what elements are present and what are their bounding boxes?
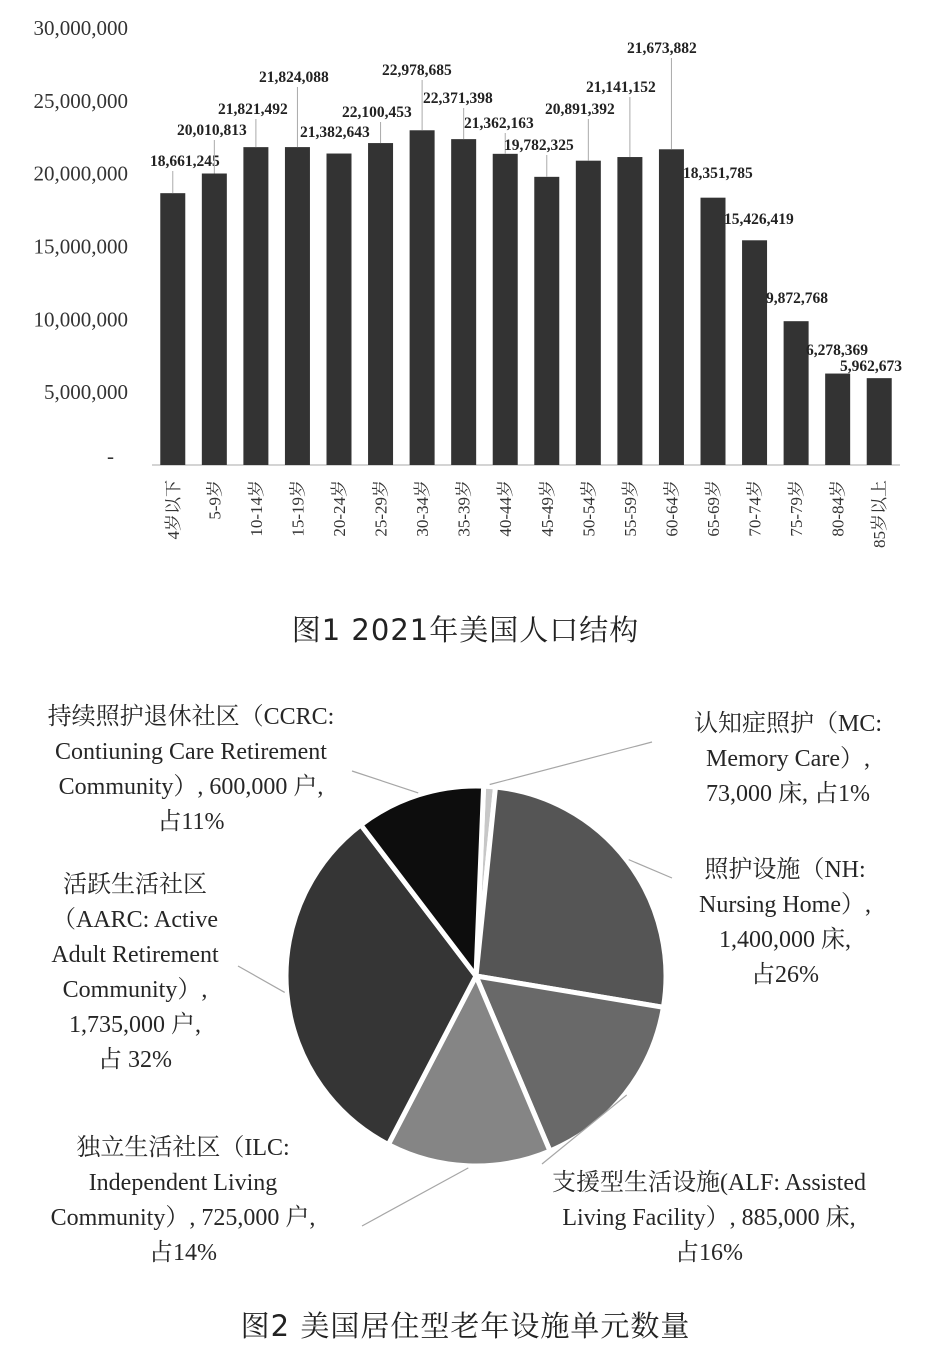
bar <box>701 198 726 465</box>
x-tick-label: 40-44岁 <box>496 480 516 537</box>
bar <box>659 149 684 465</box>
data-label: 21,382,643 <box>300 124 370 141</box>
data-label: 20,010,813 <box>177 122 247 139</box>
y-tick-label: 15,000,000 <box>33 234 128 259</box>
bar <box>493 154 518 465</box>
data-label: 21,362,163 <box>464 115 534 132</box>
bar <box>243 147 268 465</box>
data-label: 21,824,088 <box>259 69 329 86</box>
bar-chart-caption: 图1 2021年美国人口结构 <box>291 613 640 647</box>
data-label: 22,978,685 <box>382 62 452 79</box>
pie-label-aarc: 活跃生活社区 （AARC: Active Adult Retirement Community）, 1,735,000 户, 占 32% <box>51 872 219 1073</box>
x-tick-label: 85岁以上 <box>870 480 890 548</box>
pie-label-alf: 支援型生活设施(ALF: Assisted Living Facility）, 885,000 床, 占16% <box>551 1170 866 1266</box>
pie-leader-ilc <box>362 1168 468 1226</box>
pie-label-ccrc: 持续照护退休社区（CCRC: Contiuning Care Retirement Community）, 600,000 户, 占11% <box>47 704 335 835</box>
data-label: 21,673,882 <box>627 40 697 57</box>
pie-label-ilc: 独立生活社区（ILC: Independent Living Community）, 725,000 户, 占14% <box>50 1135 316 1266</box>
bar <box>742 240 767 465</box>
data-label: 22,371,398 <box>423 90 493 107</box>
x-tick-label: 55-59岁 <box>620 480 640 537</box>
data-label: 15,426,419 <box>724 211 794 228</box>
bar <box>534 177 559 465</box>
data-label: 20,891,392 <box>545 101 615 118</box>
pie-label-mc: 认知症照护（MC: Memory Care）, 73,000 床, 占1% <box>693 711 882 807</box>
data-label: 9,872,768 <box>766 290 828 307</box>
pie-leader-aarc <box>238 966 285 992</box>
bar <box>867 378 892 465</box>
data-label: 18,351,785 <box>683 165 753 182</box>
pie-chart-caption: 图2 美国居住型老年设施单元数量 <box>240 1309 691 1343</box>
x-tick-label: 75-79岁 <box>787 480 807 537</box>
data-label: 6,278,369 <box>806 342 868 359</box>
bar <box>617 157 642 465</box>
bar <box>451 139 476 465</box>
data-label: 21,141,152 <box>586 79 656 96</box>
pie-label-nh: 照护设施（NH: Nursing Home）, 1,400,000 床, 占26% <box>699 857 871 988</box>
bar-chart <box>34 16 903 548</box>
x-tick-label: 70-74岁 <box>745 480 765 537</box>
x-tick-label: 4岁以下 <box>163 480 183 540</box>
data-label: 5,962,673 <box>840 358 902 375</box>
pie-slice-nh <box>476 787 666 1007</box>
y-tick-label: 25,000,000 <box>33 88 128 113</box>
data-label: 18,661,245 <box>150 153 220 170</box>
bar <box>784 321 809 465</box>
x-tick-label: 20-24岁 <box>330 480 349 537</box>
x-tick-label: 30-34岁 <box>413 480 433 537</box>
x-tick-label: 45-49岁 <box>537 480 557 537</box>
x-tick-label: 50-54岁 <box>579 480 599 537</box>
x-tick-label: 65-69岁 <box>704 480 723 537</box>
bar <box>285 147 310 465</box>
bar <box>410 130 435 465</box>
x-tick-label: 60-64岁 <box>662 480 682 537</box>
x-tick-label: 35-39岁 <box>454 479 474 537</box>
bar <box>576 161 601 465</box>
bar <box>202 174 227 465</box>
x-tick-label: 10-14岁 <box>246 480 266 537</box>
bar <box>368 143 393 465</box>
y-tick-label: 5,000,000 <box>44 380 128 405</box>
data-label: 21,821,492 <box>218 101 288 118</box>
y-tick-label: - <box>107 444 114 468</box>
x-tick-label: 25-29岁 <box>371 480 391 537</box>
x-tick-label: 5-9岁 <box>205 480 225 520</box>
bar <box>327 154 352 465</box>
y-tick-label: 30,000,000 <box>33 16 128 40</box>
x-tick-label: 15-19岁 <box>288 480 308 537</box>
x-tick-label: 80-84岁 <box>828 480 848 537</box>
data-label: 19,782,325 <box>504 137 574 154</box>
y-tick-label: 10,000,000 <box>33 307 128 332</box>
bar <box>825 374 850 465</box>
bar <box>160 193 185 465</box>
pie-leader-mc <box>490 742 652 784</box>
y-tick-label: 20,000,000 <box>33 161 128 186</box>
data-label: 22,100,453 <box>342 104 412 121</box>
